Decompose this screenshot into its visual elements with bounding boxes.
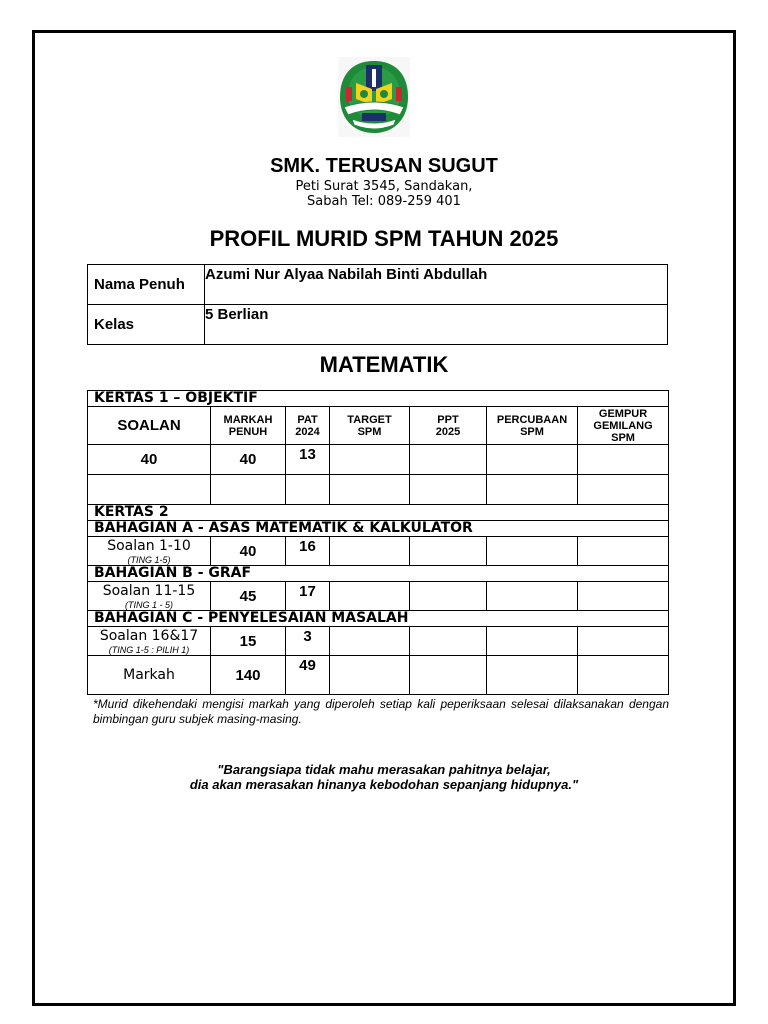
- header-markah-penuh: MARKAH PENUH: [211, 407, 286, 445]
- section-b-soalan: Soalan 11-15 (TING 1 - 5): [88, 582, 211, 611]
- section-c-markah-penuh: 15: [211, 627, 286, 656]
- section-a-row: [88, 537, 669, 566]
- student-name-row: [88, 265, 668, 305]
- section-b-markah-penuh: 45: [211, 582, 286, 611]
- paper1-percubaan: [487, 445, 578, 475]
- total-pat: 49: [286, 656, 330, 695]
- paper1-gempur: [578, 445, 669, 475]
- school-address-line2: Sabah Tel: 089-259 401: [307, 194, 461, 209]
- quote-line1: "Barangsiapa tidak mahu merasakan pahitnya belajar,: [217, 762, 551, 777]
- total-label: Markah: [88, 656, 211, 695]
- marks-table: [87, 390, 669, 695]
- header-row: [88, 407, 669, 445]
- paper1-pat: 13: [286, 445, 330, 475]
- section-a-soalan: Soalan 1-10 (TING 1-5): [88, 537, 211, 566]
- section-c-title: BAHAGIAN C - PENYELESAIAN MASALAH: [88, 611, 669, 627]
- header-gempur: GEMPUR GEMILANG SPM: [578, 407, 669, 445]
- total-markah-penuh: 140: [211, 656, 286, 695]
- paper1-ppt: [410, 445, 487, 475]
- paper1-soalan: 40: [88, 445, 211, 475]
- header-pat: PAT 2024: [286, 407, 330, 445]
- section-a-title: BAHAGIAN A - ASAS MATEMATIK & KALKULATOR: [88, 521, 669, 537]
- school-name: SMK. TERUSAN SUGUT: [270, 155, 498, 177]
- paper1-title: KERTAS 1 – OBJEKTIF: [88, 391, 669, 407]
- paper1-title-row: [88, 391, 669, 407]
- paper1-markah-penuh: 40: [211, 445, 286, 475]
- name-label: Nama Penuh: [88, 265, 205, 305]
- subject-title: MATEMATIK: [319, 352, 449, 377]
- section-a-title-row: [88, 521, 669, 537]
- school-logo: [338, 57, 410, 137]
- school-address-line1: Peti Surat 3545, Sandakan,: [295, 179, 473, 194]
- header-soalan: SOALAN: [88, 407, 211, 445]
- section-a-pat: 16: [286, 537, 330, 566]
- student-class-row: [88, 305, 668, 345]
- paper1-target: [330, 445, 410, 475]
- paper1-row: [88, 445, 669, 475]
- paper2-title-row: [88, 505, 669, 521]
- quote-line2: dia akan merasakan hinanya kebodohan sepanjang hidupnya.": [189, 777, 579, 792]
- class-value: 5 Berlian: [205, 305, 668, 345]
- class-label: Kelas: [88, 305, 205, 345]
- header-ppt: PPT 2025: [410, 407, 487, 445]
- motivational-quote: [0, 762, 768, 792]
- section-b-pat: 17: [286, 582, 330, 611]
- student-info-table: [87, 264, 668, 345]
- section-c-title-row: [88, 611, 669, 627]
- header-target: TARGET SPM: [330, 407, 410, 445]
- name-value: Azumi Nur Alyaa Nabilah Binti Abdullah: [205, 265, 668, 305]
- document-title: PROFIL MURID SPM TAHUN 2025: [209, 226, 559, 251]
- section-c-pat: 3: [286, 627, 330, 656]
- section-b-row: [88, 582, 669, 611]
- paper2-title: KERTAS 2: [88, 505, 669, 521]
- section-b-title: BAHAGIAN B - GRAF: [88, 566, 669, 582]
- section-c-soalan: Soalan 16&17 (TING 1-5 : PILIH 1): [88, 627, 211, 656]
- header-percubaan: PERCUBAAN SPM: [487, 407, 578, 445]
- empty-row: [88, 475, 669, 505]
- total-row: [88, 656, 669, 695]
- footnote: *Murid dikehendaki mengisi markah yang diperoleh setiap kali peperiksaan selesai dilaksanakan dengan bimbingan guru subjek masing-masing.: [93, 697, 669, 726]
- section-c-row: [88, 627, 669, 656]
- section-a-markah-penuh: 40: [211, 537, 286, 566]
- section-b-title-row: [88, 566, 669, 582]
